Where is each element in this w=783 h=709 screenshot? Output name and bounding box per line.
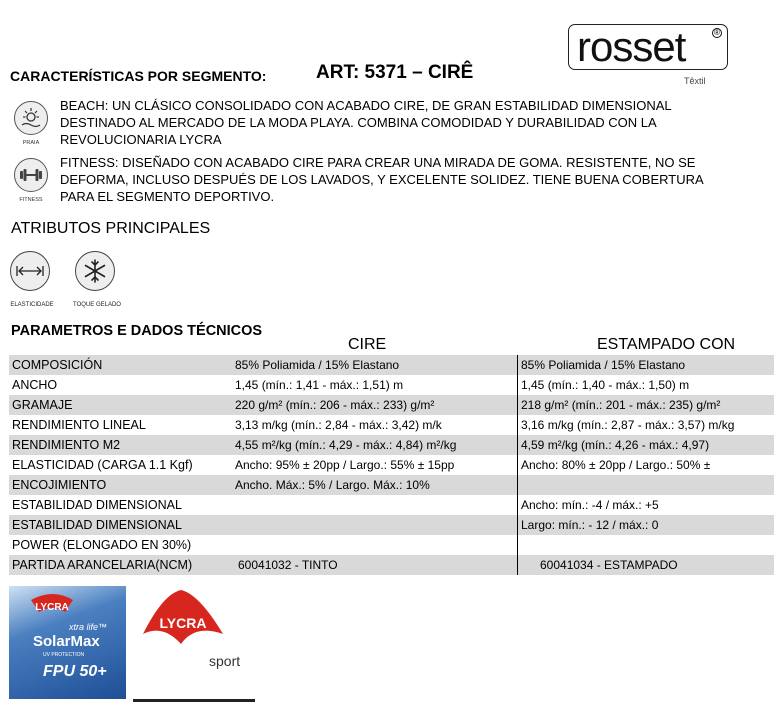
segment-title: CARACTERÍSTICAS POR SEGMENTO:: [10, 68, 267, 84]
row-label: POWER (ELONGADO EN 30%): [12, 538, 192, 552]
row-value-estampado: 4,59 m²/kg (mín.: 4,26 - máx.: 4,97): [518, 435, 775, 455]
uv-protection-text: UV PROTECTION: [43, 652, 85, 658]
praia-caption: PRAIA: [22, 140, 40, 146]
row-value-cire: 220 g/m² (mín.: 206 - máx.: 233) g/m²: [232, 395, 518, 415]
table-row: [9, 535, 774, 555]
row-value-cire: [232, 515, 518, 535]
elasticity-caption: ELASTICIDADE: [10, 302, 54, 308]
row-value-cire: 3,13 m/kg (mín.: 2,84 - máx.: 3,42) m/k: [235, 418, 442, 432]
row-label: ENCOJIMIENTO: [9, 475, 232, 495]
row-value-cire: 1,45 (mín.: 1,41 - máx.: 1,51) m: [235, 378, 404, 392]
row-value-cire: [232, 495, 518, 515]
table-row: [9, 375, 774, 395]
registered-mark: ®: [712, 28, 722, 38]
row-label: ESTABILIDAD DIMENSIONAL: [12, 498, 182, 512]
sun-icon: [14, 101, 48, 135]
col1-header: CIRE: [348, 336, 387, 353]
row-label: ELASTICIDAD (CARGA 1.1 Kgf): [12, 458, 193, 472]
row-value-estampado: 85% Poliamida / 15% Elastano: [518, 355, 775, 375]
params-table: [9, 355, 774, 575]
row-value-estampado: [518, 535, 775, 555]
row-value-estampado: Largo: mín.: - 12 / máx.: 0: [518, 515, 775, 535]
table-row: [9, 555, 774, 575]
row-value-cire: 60041032 - TINTO: [232, 555, 518, 575]
params-heading: PARAMETROS E DADOS TÉCNICOS: [11, 323, 263, 339]
table-row: [9, 355, 774, 375]
row-value-estampado: Ancho: 80% ± 20pp / Largo.: 50% ±: [518, 455, 775, 475]
dumbbell-icon: [14, 158, 48, 192]
table-row: [9, 435, 774, 455]
row-value-estampado: 1,45 (mín.: 1,40 - máx.: 1,50) m: [518, 375, 775, 395]
elasticity-icon: [10, 251, 50, 291]
table-row: [9, 415, 774, 435]
row-value-estampado: 60041034 - ESTAMPADO: [518, 555, 775, 575]
row-value-cire: 85% Poliamida / 15% Elastano: [232, 355, 518, 375]
article-title: ART: 5371 – CIRÊ: [316, 62, 474, 83]
fitness-description: FITNESS: DISEÑADO CON ACABADO CIRE PARA CREAR UNA MIRADA DE GOMA. RESISTENTE, NO SE DEFORMA, INCLUSO DESPUÉS DE LOS LAVADOS, Y EXCELENTE SOLIDEZ. TIENE BUENA COBERTURA PARA EL SEGMENTO DEPORTIVO.: [60, 155, 703, 204]
lycra-brand-2: LYCRA: [159, 615, 207, 631]
row-label: COMPOSICIÓN: [9, 355, 232, 375]
logo-subtitle: Têxtil: [684, 76, 706, 86]
solarmax-text: SolarMax: [33, 633, 100, 650]
row-value-cire: Ancho. Máx.: 5% / Largo. Máx.: 10%: [232, 475, 518, 495]
col2-header: ESTAMPADO CON: [597, 336, 736, 353]
row-value-estampado: Ancho: mín.: -4 / máx.: +5: [518, 495, 775, 515]
snowflake-icon: [75, 251, 115, 291]
table-row: [9, 455, 774, 475]
row-value-estampado: 3,16 m/kg (mín.: 2,87 - máx.: 3,57) m/kg: [518, 415, 775, 435]
attributes-heading: ATRIBUTOS PRINCIPALES: [11, 220, 211, 237]
logo-text: rosset: [577, 23, 686, 70]
row-label: GRAMAJE: [9, 395, 232, 415]
table-row: [9, 495, 774, 515]
cool-touch-caption: TOQUE GELADO: [73, 302, 121, 308]
table-row: [9, 475, 774, 495]
row-value-estampado: [518, 475, 775, 495]
fitness-caption: FITNESS: [19, 197, 43, 203]
xtra-life-text: xtra life™: [69, 622, 108, 632]
rosset-logo: [568, 24, 728, 70]
row-label: PARTIDA ARANCELARIA(NCM): [9, 555, 232, 575]
row-value-cire: 4,55 m²/kg (mín.: 4,29 - máx.: 4,84) m²/kg: [232, 435, 518, 455]
table-row: [9, 395, 774, 415]
row-label: RENDIMIENTO LINEAL: [12, 418, 146, 432]
lycra-brand-1: LYCRA: [35, 602, 69, 613]
fpu-text: FPU 50+: [43, 663, 107, 680]
row-value-cire: Ancho: 95% ± 20pp / Largo.: 55% ± 15pp: [235, 458, 455, 472]
row-label: RENDIMIENTO M2: [9, 435, 232, 455]
row-label: ESTABILIDAD DIMENSIONAL: [9, 515, 232, 535]
lycra-solarmax-logo: [9, 586, 126, 699]
row-value-estampado: 218 g/m² (mín.: 201 - máx.: 235) g/m²: [518, 395, 775, 415]
row-label: ANCHO: [12, 378, 58, 392]
lycra-sport-logo: [133, 586, 255, 702]
sport-text: sport: [209, 653, 241, 669]
beach-description: BEACH: UN CLÁSICO CONSOLIDADO CON ACABADO CIRE, DE GRAN ESTABILIDAD DIMENSIONAL DESTINADO AL MERCADO DE LA MODA PLAYA. COMBINA COMODIDAD Y DURABILIDAD CON LA REVOLUCIONARIA LYCRA: [60, 98, 672, 147]
table-row: [9, 515, 774, 535]
row-value-cire: [232, 535, 518, 555]
